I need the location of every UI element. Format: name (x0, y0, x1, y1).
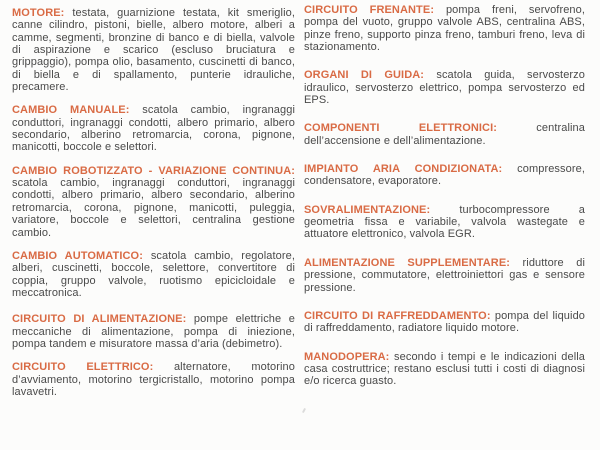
right-column (304, 4, 585, 404)
section-body: scatola cambio, regolatore, alberi, cuscinetti, boccole, selettore, convertitore di coppia, gruppo valvole, ruotismo epicicloidale e meccatronica. (12, 249, 295, 299)
section-componenti-elettronici (304, 122, 585, 147)
section-body: alternatore, motorino d’avviamento, motorino tergicristallo, motorino pompa lavavetri. (12, 361, 295, 398)
section-body: scatola cambio, ingranaggi conduttori, ingranaggi condotti, albero primario, albero secondario, alberino retromarcia, corona, pignone, manicotti, puleggia, variatore, boccole e selettori, centralina gestione cambio. (12, 177, 295, 239)
section-heading: CIRCUITO DI RAFFREDDAMENTO: (304, 309, 491, 322)
section-cambio-automatico (12, 250, 295, 299)
section-body: pompe elettriche e meccaniche di alimentazione, pompa di iniezione, pompa tandem e misuratore massa d’aria (debimetro). (12, 313, 295, 350)
section-body: pompa del liquido di raffreddamento, radiatore liquido motore. (304, 309, 586, 335)
section-cambio-manuale (12, 104, 295, 153)
section-circuito-frenante (304, 4, 585, 53)
section-body: pompa freni, servofreno, pompa del vuoto, gruppo valvole ABS, centralina ABS, pinze freno, supporto pinza freno, tamburi freno, leva di stazionamento. (304, 4, 586, 54)
section-sovralimentazione (304, 204, 585, 241)
section-organi-di-guida (304, 69, 585, 106)
section-heading: IMPIANTO ARIA CONDIZIONATA: (304, 163, 503, 176)
section-body: turbocompressore a geometria fissa e variabile, valvola wastegate e attuatore elettronico, valvola EGR. (304, 203, 586, 241)
section-impianto-aria-condizionata (304, 163, 585, 188)
section-circuito-alimentazione (12, 313, 295, 350)
section-body: scatola cambio, ingranaggi conduttori, ingranaggi condotti, albero primario, albero secondario, alberino retromarcia, corona, pignone, manicotti, boccole e selettori. (12, 104, 295, 154)
section-heading: CAMBIO AUTOMATICO: (12, 249, 143, 262)
section-body: secondo i tempi e le indicazioni della casa costruttrice; restano esclusi tutti i costi di diagnosi e/o ricerca guasto. (304, 350, 585, 388)
section-heading: MANODOPERA: (304, 350, 390, 363)
section-heading: SOVRALIMENTAZIONE: (304, 203, 431, 216)
section-manodopera (304, 351, 585, 388)
section-circuito-raffreddamento (304, 310, 585, 335)
section-heading: ALIMENTAZIONE SUPPLEMENTARE: (304, 256, 511, 269)
section-body: centralina dell’accensione e dell’alimentazione. (304, 122, 585, 147)
section-heading: CIRCUITO FRENANTE: (304, 4, 435, 16)
section-motore (12, 7, 295, 93)
section-heading: CAMBIO ROBOTIZZATO - VARIAZIONE CONTINUA: (12, 164, 295, 177)
scan-artifact-speck (302, 408, 306, 413)
section-body: riduttore di pressione, commutatore, elettroiniettori gas e sensore pressione. (304, 256, 585, 294)
section-body: compressore, condensatore, evaporatore. (304, 163, 585, 188)
section-body: testata, guarnizione testata, kit smeriglio, canne cilindro, pistoni, bielle, albero motore, alberi a camme, segmenti, bronzine di banco e di biella, valvole di aspirazione e scarico (escluso bruciatura e grippaggio), pompa olio, basamento, cuscinetti di banco, di biella e di spallamento, punterie idrauliche, precamere. (12, 7, 295, 94)
section-heading: CIRCUITO DI ALIMENTAZIONE: (12, 313, 187, 326)
section-circuito-elettrico (12, 361, 295, 398)
section-heading: CAMBIO MANUALE: (12, 104, 130, 117)
section-heading: ORGANI DI GUIDA: (304, 69, 425, 82)
section-alimentazione-supplementare (304, 257, 585, 294)
section-heading: CIRCUITO ELETTRICO: (12, 361, 154, 374)
section-heading: MOTORE: (12, 7, 65, 19)
section-cambio-robotizzato (12, 165, 295, 239)
section-heading: COMPONENTI ELETTRONICI: (304, 122, 498, 135)
section-body: scatola guida, servosterzo idraulico, servosterzo elettrico, pompa servosterzo ed EPS. (304, 69, 585, 107)
left-column (12, 7, 295, 409)
